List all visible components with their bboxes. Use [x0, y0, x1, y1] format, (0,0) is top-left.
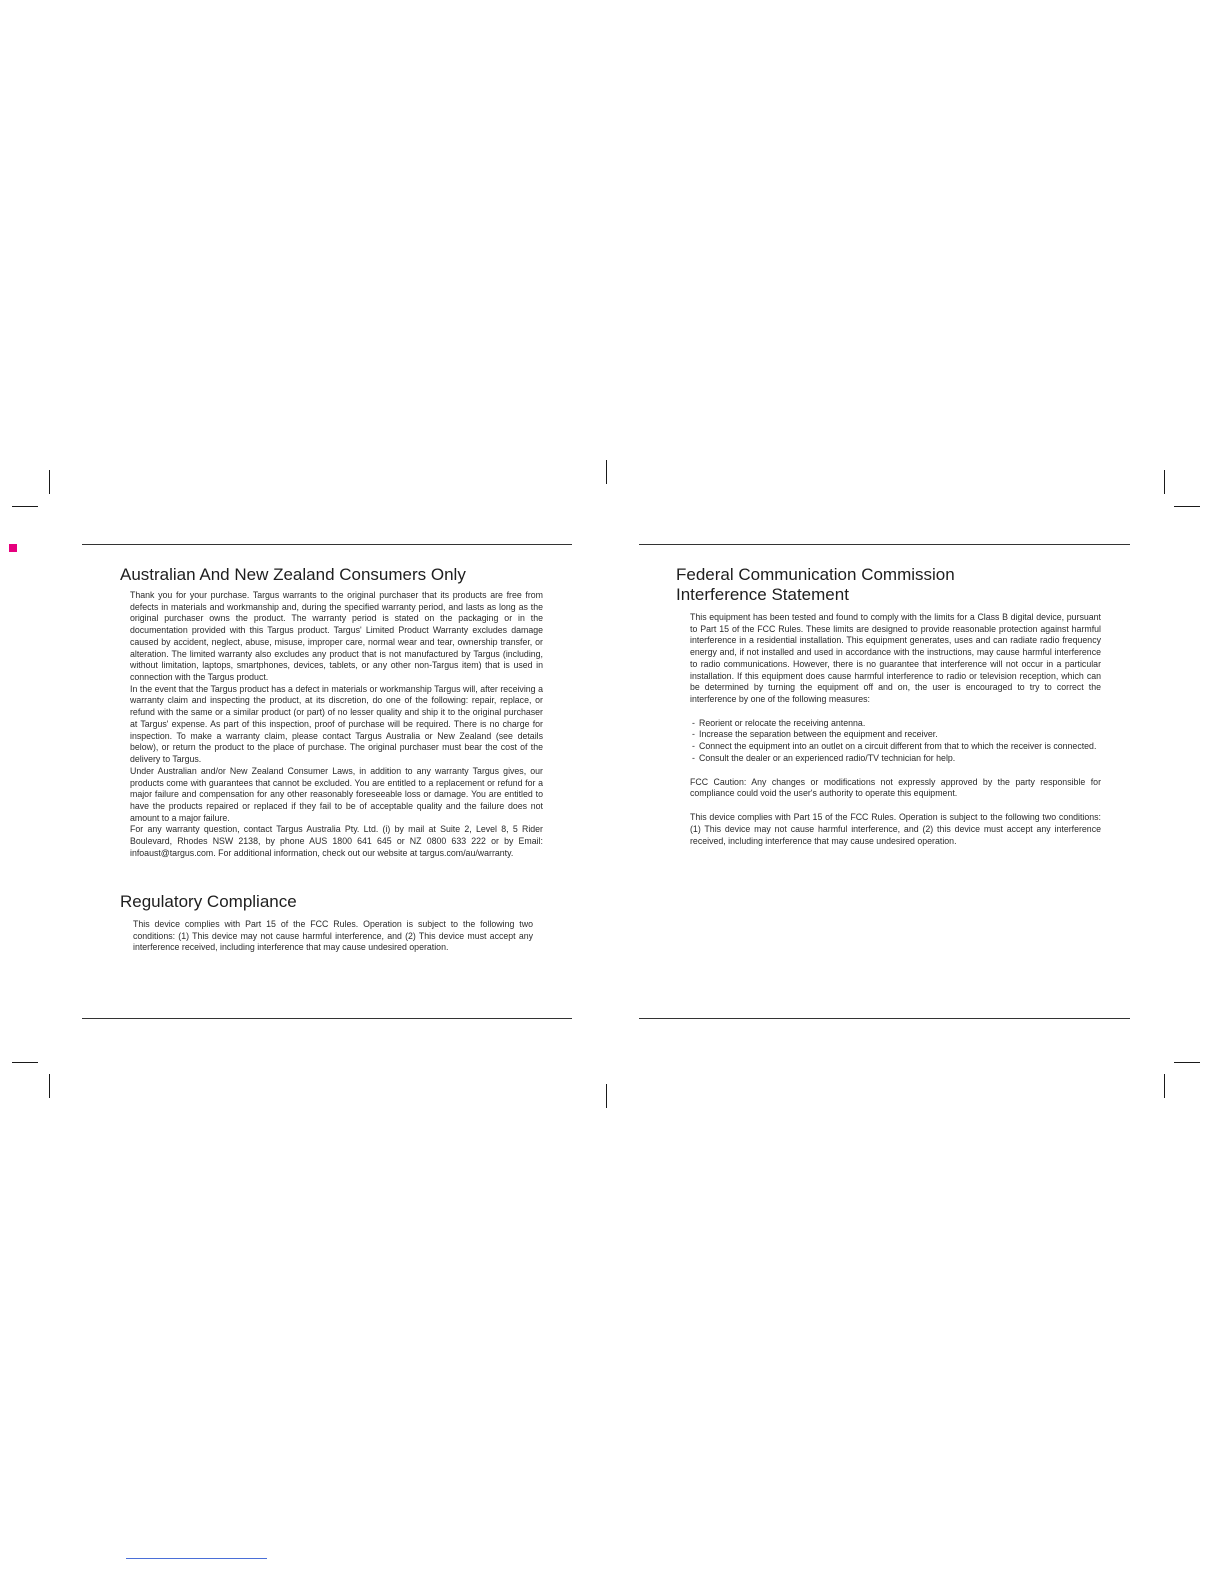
crop-mark: [1174, 1062, 1200, 1063]
fcc-measures-list: [690, 718, 1101, 765]
registration-square: [9, 544, 17, 552]
crop-mark: [49, 470, 50, 494]
regulatory-heading: Regulatory Compliance: [120, 892, 297, 911]
crop-mark: [1164, 470, 1165, 494]
regulatory-text: [133, 919, 533, 954]
fcc-heading: [676, 565, 955, 605]
list-item: - Consult the dealer or an experienced radio/TV technician for help.: [690, 753, 1101, 765]
crop-mark: [606, 1084, 607, 1108]
crop-mark: [12, 506, 38, 507]
fcc-intro: This equipment has been tested and found to comply with the limits for a Class B digital device, pursuant to Part 15 of the FCC Rules. These limits are designed to provide reasonable protection against harmful interference in a residential installation. This equipment generates, uses and can radiate radio frequency energy and, if not installed and used in accordance with the instructions, may cause harmful interference to radio communications. However, there is no guarantee that interference will not occur in a particular installation. If this equipment does cause harmful interference to radio or television reception, which can be determined by turning the equipment off and on, the user is encouraged to try to correct the interference by one of the following measures:: [690, 612, 1101, 705]
regulatory-paragraph: This device complies with Part 15 of the FCC Rules. Operation is subject to the following two conditions: (1) This device may not cause harmful interference, and (2) This device must accept any interference received, including interference that may cause undesired operation.: [133, 919, 533, 953]
list-item: - Increase the separation between the equipment and receiver.: [690, 729, 1101, 741]
fcc-heading-line1: Federal Communication Commission: [676, 565, 955, 584]
bottom-rule-right: [639, 1018, 1130, 1019]
bottom-rule-left: [82, 1018, 572, 1019]
crop-mark: [1174, 506, 1200, 507]
crop-mark: [606, 460, 607, 484]
fcc-caution: FCC Caution: Any changes or modifications not expressly approved by the party responsible for compliance could void the user's authority to operate this equipment.: [690, 776, 1101, 799]
fcc-compliance: This device complies with Part 15 of the FCC Rules. Operation is subject to the following two conditions: (1) This device may not cause harmful interference, and (2) this device must accept any interference received, including interference that may cause undesired operation.: [690, 812, 1101, 846]
top-rule-right: [639, 544, 1130, 545]
warranty-paragraph: For any warranty question, contact Targus Australia Pty. Ltd. (i) by mail at Suite 2, Level 8, 5 Rider Boulevard, Rhodes NSW 2138, by phone AUS 1800 641 645 or NZ 0800 633 222 or by Email: infoaust@targus.com. For additional information, check out our website at targus.com/au/warranty.: [130, 824, 543, 858]
list-item: - Connect the equipment into an outlet on a circuit different from that to which the receiver is connected.: [690, 741, 1101, 753]
warranty-paragraph: Thank you for your purchase. Targus warrants to the original purchaser that its products are free from defects in materials and workmanship and, during the specified warranty period, and lasts as long as the original purchaser owns the product. The warranty period is stated on the packaging or in the documentation provided with this Targus product. Targus' Limited Product Warranty excludes damage caused by accident, neglect, abuse, misuse, improper care, normal wear and tear, ownership transfer, or alteration. The limited warranty also excludes any product that is not manufactured by Targus (including, without limitation, laptops, smartphones, devices, tablets, or any other non-Targus item) that is used in connection with the Targus product.: [130, 590, 543, 683]
warranty-paragraph: Under Australian and/or New Zealand Consumer Laws, in addition to any warranty Targus gives, our products come with guarantees that cannot be excluded. You are entitled to a replacement or refund for a major failure and compensation for any other reasonably foreseeable loss or damage. You are entitled to have the products repaired or replaced if they fail to be of acceptable quality and the failure does not amount to a major failure.: [130, 765, 543, 823]
au-nz-heading: Australian And New Zealand Consumers Only: [120, 565, 466, 584]
list-item: - Reorient or relocate the receiving antenna.: [690, 718, 1101, 730]
au-nz-warranty-text: [130, 590, 543, 860]
crop-mark: [1164, 1074, 1165, 1098]
footer-link-underline: [126, 1558, 267, 1559]
warranty-paragraph: In the event that the Targus product has a defect in materials or workmanship Targus will, after receiving a warranty claim and inspecting the product, at its discretion, do one of the following: repair, replace, or refund with the same or a similar product (or part) of no lesser quality and ship it to the original purchaser at Targus' expense. As part of this inspection, proof of purchase will be required. There is no charge for inspection. To make a warranty claim, please contact Targus Australia or New Zealand (see details below), or return the product to the place of purchase. The original purchaser must bear the cost of the delivery to Targus.: [130, 683, 543, 765]
fcc-heading-line2: Interference Statement: [676, 585, 849, 604]
top-rule-left: [82, 544, 572, 545]
crop-mark: [12, 1062, 38, 1063]
fcc-statement: [690, 612, 1101, 847]
crop-mark: [49, 1074, 50, 1098]
